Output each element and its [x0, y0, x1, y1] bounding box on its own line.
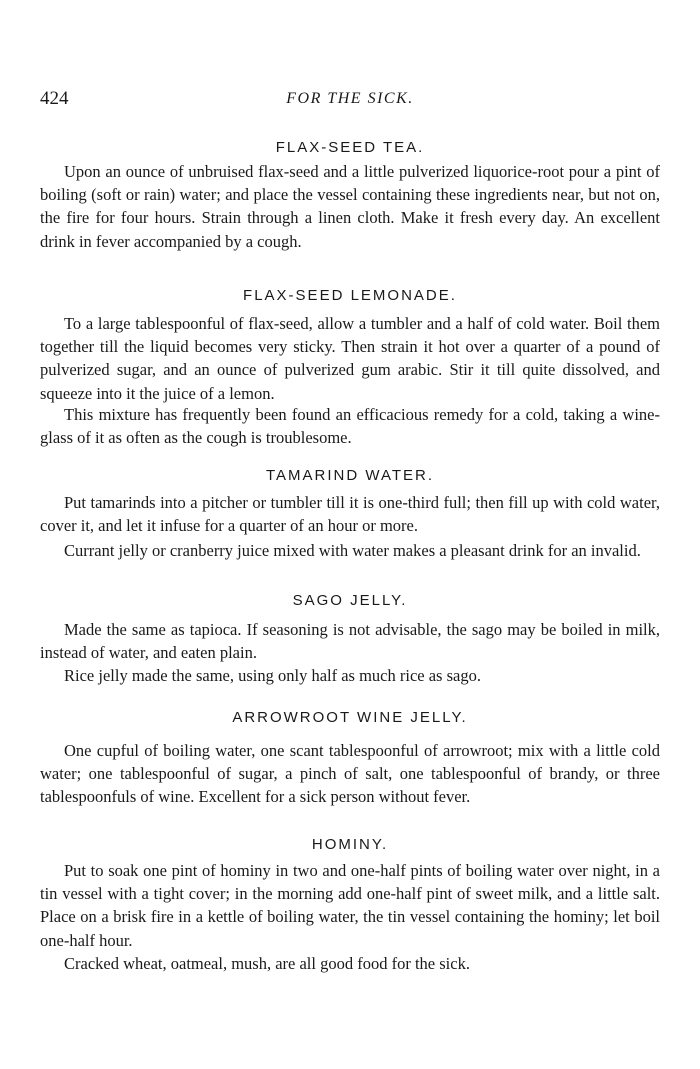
page-number: 424 — [40, 88, 69, 109]
recipe-paragraph: Put tamarinds into a pitcher or tumbler till it is one-third full; then fill up with cold water, cover it, and let it infuse for a quarter of an hour or more. — [40, 493, 660, 536]
recipe-paragraph: To a large tablespoonful of flax-seed, allow a tumbler and a half of cold water. Boil them together till the liquid becomes very sticky. Then strain it hot over a quarter of a pound of pulverized sugar, and an ounce of pulverized gum arabic. Stir it till quite dissolved, and squeeze into it the juice of a lemon. — [40, 314, 660, 403]
recipe-paragraph: One cupful of boiling water, one scant tablespoonful of arrowroot; mix with a little cold water; one tablespoonful of sugar, a pinch of salt, one tablespoonful of brandy, or three tablespoonfuls of wine. Excellent for a sick person without fever. — [40, 741, 660, 807]
recipe-paragraph: Made the same as tapioca. If seasoning is not advisable, the sago may be boiled in milk, instead of water, and eaten plain. — [40, 620, 660, 663]
recipe-title: FLAX-SEED LEMONADE. — [243, 287, 457, 304]
recipe-title: TAMARIND WATER. — [265, 467, 435, 484]
recipe-paragraph: Currant jelly or cranberry juice mixed with water makes a pleasant drink for an invalid. — [64, 541, 641, 560]
running-head — [40, 88, 660, 112]
recipe-title: HOMINY. — [311, 836, 389, 853]
recipe-paragraph: This mixture has frequently been found an efficacious remedy for a cold, taking a wine-glass of it as often as the cough is troublesome. — [40, 405, 660, 448]
recipe-title: ARROWROOT WINE JELLY. — [232, 709, 468, 726]
recipe-paragraph: Put to soak one pint of hominy in two and one-half pints of boiling water over night, in a tin vessel with a tight cover; in the morning add one-half pint of sweet milk, and a little salt. Place on a brisk fire in a kettle of boiling water, the tin vessel containing the hominy; let boil one-half hour. — [40, 861, 660, 950]
recipe-paragraph: Cracked wheat, oatmeal, mush, are all good food for the sick. — [64, 954, 470, 973]
recipe-paragraph: Rice jelly made the same, using only half as much rice as sago. — [64, 666, 481, 685]
recipe-paragraph: Upon an ounce of unbruised flax-seed and a little pulverized liquorice-root pour a pint of boiling (soft or rain) water; and place the vessel containing these ingredients near, but not on, the fire for four hours. Strain through a linen cloth. Make it fresh every day. An excellent drink in fever accompanied by a cough. — [40, 162, 660, 251]
recipe-title: FLAX-SEED TEA. — [275, 139, 425, 156]
running-title: FOR THE SICK. — [286, 90, 414, 107]
recipe-title: SAGO JELLY. — [292, 592, 408, 609]
